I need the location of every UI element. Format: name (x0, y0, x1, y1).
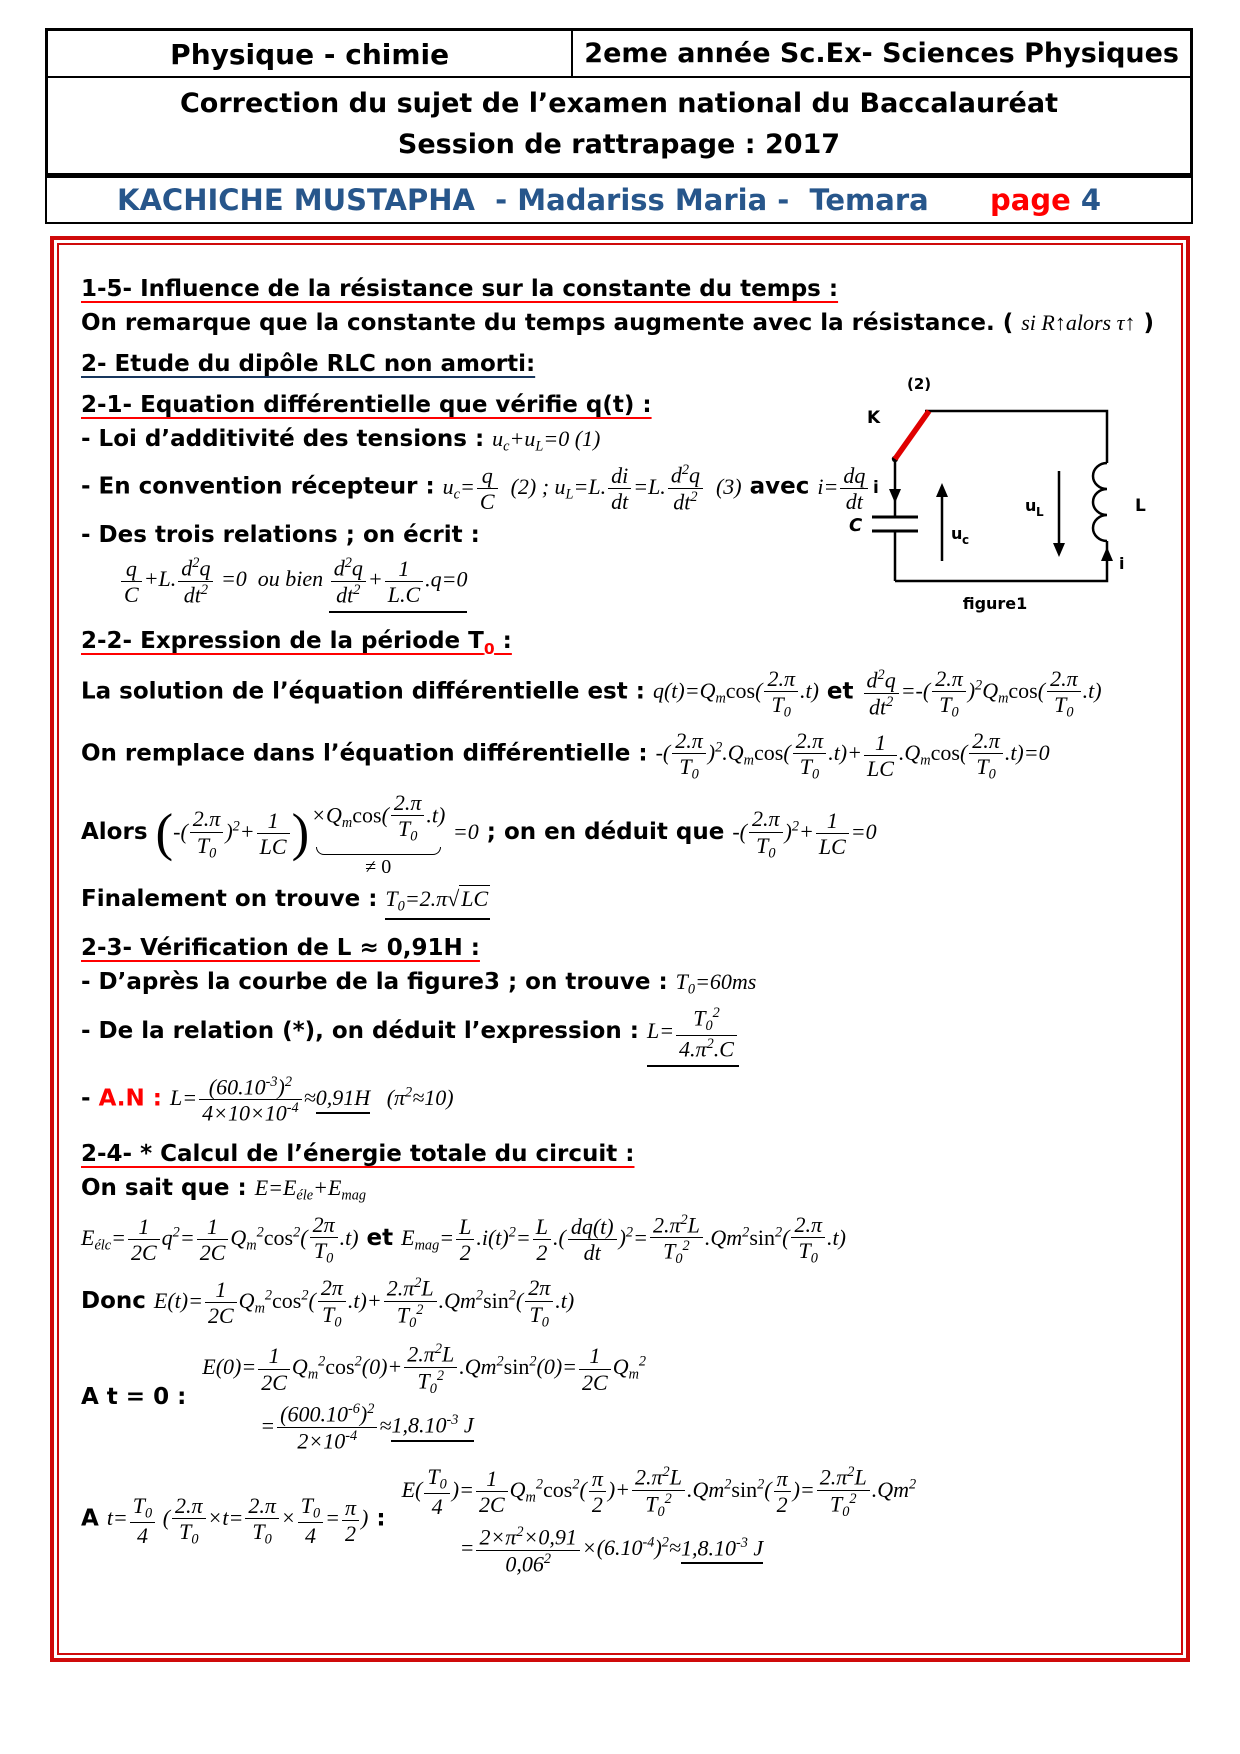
header-row-1 (48, 31, 1190, 78)
math-expression: E(t)= $\frac{1}{2C}$ $Qm^2\cos^2$( $\frac{2\pi}{T0}$ .t)+ $\frac{2.\pi^2L}{T0^2}$ $.Qm^2\sin^2$( $\frac{2\pi}{T0}$ .t) (153, 1274, 575, 1331)
math-expression: T0=60ms (675, 969, 757, 998)
text-run: 2- Etude du dipôle RLC non amorti: (81, 351, 536, 377)
author-line: KACHICHE MUSTAPHA - Madariss Maria - Temara (117, 183, 929, 217)
inductor-coil (1093, 463, 1107, 541)
text-run: - D’après la courbe de la figure3 ; on trouve : (81, 969, 676, 996)
line-courbe (81, 969, 1163, 998)
math-expression: uc+uL=0 (1) (492, 426, 601, 455)
text-run: et (818, 678, 862, 705)
text-run: Donc (81, 1287, 154, 1314)
text-run: Finalement on trouve : (81, 885, 386, 912)
current-bottom-arrow (1101, 547, 1113, 561)
current-top-label: i (873, 478, 879, 498)
content-box (57, 243, 1183, 1655)
text-run: - En convention récepteur : (81, 473, 443, 500)
text-run: On sait que : (81, 1175, 255, 1202)
line-relation (81, 1005, 1163, 1066)
text-run: et (358, 1224, 402, 1251)
text-subscript: 0 (483, 639, 495, 658)
equation-line (460, 1524, 917, 1577)
ul-arrow-head (1053, 543, 1065, 557)
header-titles (48, 78, 1190, 173)
math-expression: L= $\frac{(60.10^{-3})^2}{4\times 10\times 10^{-4}}$ ≈0,91H $(\pi^2\approx 10)$ (170, 1073, 454, 1127)
line-onsait (81, 1175, 1163, 1204)
current-bottom-label: i (1119, 554, 1125, 573)
equation-label (81, 1493, 386, 1548)
math-expression: $\frac{d^2q}{dt^2}$ =-( $\frac{2.\pi}{T0}$ )$^2$Qmcos( $\frac{2.\pi}{T0}$ .t) (862, 678, 1102, 703)
text-run: 2-3- Vérification de L ≈ 0,91H : (81, 935, 480, 962)
current-top-arrow (889, 489, 901, 503)
text-run: : (368, 1505, 386, 1532)
text-run: A (81, 1505, 107, 1532)
wire-top (925, 411, 1107, 463)
math-expression: si R↑alors τ↑ (1021, 310, 1136, 335)
math-expression: Eélc= $\frac{1}{2C}$ $q^2=$ $\frac{1}{2C}$ $Qm^2\cos^2$( $\frac{2\pi}{T0}$ .t) (81, 1212, 359, 1267)
math-expression: -( $\frac{2.\pi}{T0}$ )$^2$.Qmcos( $\frac{2.\pi}{T0}$ .t)+ $\frac{1}{LC}$ .Qmcos( $\frac{2.\pi}{T0}$ .t)=0 (655, 727, 1050, 783)
text-run: ) (1135, 310, 1154, 336)
text-run: 2-1- Equation différentielle que vérifie q(t) : (81, 392, 652, 418)
underbrace-group: ×Qmcos( $\frac{2.\pi}{T0}$ .t) ≠ 0 (311, 789, 446, 878)
para-remarque (81, 310, 1163, 336)
equation-line (402, 1464, 917, 1520)
math-expression: E=Eéle+Emag (254, 1175, 367, 1204)
wire-bottom (895, 541, 1107, 581)
line-an (81, 1074, 1163, 1127)
text-run: La solution de l’équation différentielle est : (81, 678, 653, 705)
figure-caption: figure1 (962, 594, 1028, 613)
text-run: - Des trois relations ; on écrit : (81, 522, 480, 549)
text-run: : (494, 627, 512, 654)
text-run: Alors (81, 818, 156, 845)
text-run: 1-5- Influence de la résistance sur la constante du temps : (81, 276, 839, 302)
coil-label: L (1135, 496, 1146, 516)
text-run: - De la relation (*), on déduit l’expression : (81, 1018, 647, 1045)
text-run: On remplace dans l’équation différentielle : (81, 740, 656, 767)
math-expression: -( $\frac{2.\pi}{T0}$ )$^2$+ $\frac{1}{LC}$ =0 (732, 806, 877, 861)
text-run: 2-2- Expression de la période T (81, 627, 484, 654)
heading-2-4 (81, 1138, 1163, 1167)
math-expression: = $\frac{(600.10^{-6})^2}{2\times 10^{-4}}$ $\approx 1,8.10^{-3}$ J (260, 1401, 474, 1454)
text-run: 2-4- * Calcul de l’énergie totale du circuit : (81, 1141, 635, 1168)
switch-label: K (867, 408, 881, 428)
math-expression: Emag= $\frac{L}{2}$ $.i(t)^2=$ $\frac{L}{2}$ .( $\frac{dq(t)}{dt}$ )$^2$= $\frac{2.\pi^2L}{T0^2}$ $.Qm^2\sin^2$( $\frac{2.\pi}{T0}$ .t) (401, 1211, 846, 1268)
ul-sub-label: L (1036, 505, 1044, 519)
line-energies (81, 1212, 1163, 1268)
math-expression: =0 (452, 818, 479, 844)
text-run: ; on en déduit que (478, 818, 733, 845)
math-expression: q(t)=Qmcos( $\frac{2.\pi}{T0}$ .t) (652, 665, 819, 721)
uc-base-label: u (951, 524, 963, 543)
page-number: 4 (1080, 183, 1101, 217)
heading-2-3 (81, 932, 1163, 961)
switch-contact-label: (2) (907, 375, 932, 393)
header-level: 2eme année Sc.Ex- Sciences Physiques (584, 38, 1179, 69)
switch-blade (895, 411, 929, 459)
line-finalement (81, 886, 1163, 920)
underbrace-label: ≠ 0 (365, 855, 392, 878)
math-expression: T0=2.π√LC (385, 886, 490, 920)
author-box (45, 176, 1193, 224)
text-run: On remarque que la constante du temps augmente avec la résistance. ( (81, 310, 1022, 336)
line-solution (81, 666, 1163, 721)
text-run: A t = 0 : (81, 1384, 187, 1411)
math-expression: (-( $\frac{2.\pi}{T0}$ )$^2$+ $\frac{1}{LC}$ ) (155, 804, 310, 862)
line-remplace (81, 728, 1163, 783)
ul-base-label: u (1025, 496, 1037, 515)
circuit-figure (845, 371, 1165, 621)
math-expression: uc= $\frac{q}{C}$ (2) ; uL=L. $\frac{di}{dt}$ =L. $\frac{d^2q}{dt^2}$ (3) (442, 462, 742, 515)
math-expression: i= $\frac{dq}{dt}$ (817, 474, 870, 499)
heading-1-5 (81, 273, 1163, 302)
uc-arrow-head (936, 483, 948, 497)
equation-line (202, 1341, 646, 1397)
header-subject: Physique - chimie (48, 31, 573, 76)
page-word: page (990, 183, 1071, 217)
text-run: - (81, 1084, 99, 1111)
heading-2-2 (81, 625, 1163, 658)
uc-sub-label: c (962, 533, 970, 547)
math-expression: $\frac{q}{C}$ +L. $\frac{d^2q}{dt^2}$ =0 ou bien (119, 566, 329, 591)
line-alors (81, 790, 1163, 879)
page-indicator (990, 183, 1101, 217)
line-donc (81, 1275, 1163, 1331)
doc-title: Correction du sujet de l’examen national du Baccalauréat (179, 88, 1058, 119)
text-run: - Loi d’additivité des tensions : (81, 426, 493, 452)
math-expression: E(0)= $\frac{1}{2C}$ $Qm^2\cos^2(0)+$ $\frac{2.\pi^2L}{T0^2}$ $.Qm^2\sin^2(0)=$ $\frac{1}{2C}$ Qm$^2$ (202, 1340, 647, 1397)
capacitor-label: C (849, 515, 863, 536)
math-expression: $\frac{d^2q}{dt^2}$ + $\frac{1}{L.C}$ .q=0 (329, 555, 468, 613)
math-expression: t= $\frac{T0}{4}$ ( $\frac{2.\pi}{T0}$ ×t= $\frac{2.\pi}{T0}$ × $\frac{T0}{4}$ = $\frac{\pi}{2}$ ) (106, 1492, 369, 1548)
header-table (45, 28, 1193, 176)
math-expression: = $\frac{2\times\pi^2\times 0,91}{0,06^2}$ $\times(6.10^{-4})^2\approx 1,8.10^{-3}$ J (459, 1524, 764, 1577)
text-run: A.N : (98, 1084, 170, 1111)
block-t04 (81, 1464, 1163, 1577)
math-expression: E( $\frac{T0}{4}$ )= $\frac{1}{2C}$ $Qm^2\cos^2$( $\frac{\pi}{2}$ )+ $\frac{2.\pi^2L}{T0^2}$ $.Qm^2\sin^2$( $\frac{\pi}{2}$ )= $\frac{2.\pi^2L}{T0^2}$ .Qm$^2$ (401, 1463, 917, 1520)
underbrace (316, 847, 441, 855)
equation-label (81, 1384, 186, 1410)
text-run: avec (741, 473, 818, 500)
math-expression: L= $\frac{T0^2}{4.\pi^2.C}$ (647, 1005, 739, 1066)
session-title: Session de rattrapage : 2017 (397, 128, 841, 160)
block-t0 (81, 1341, 1163, 1454)
equation-line (260, 1401, 646, 1454)
